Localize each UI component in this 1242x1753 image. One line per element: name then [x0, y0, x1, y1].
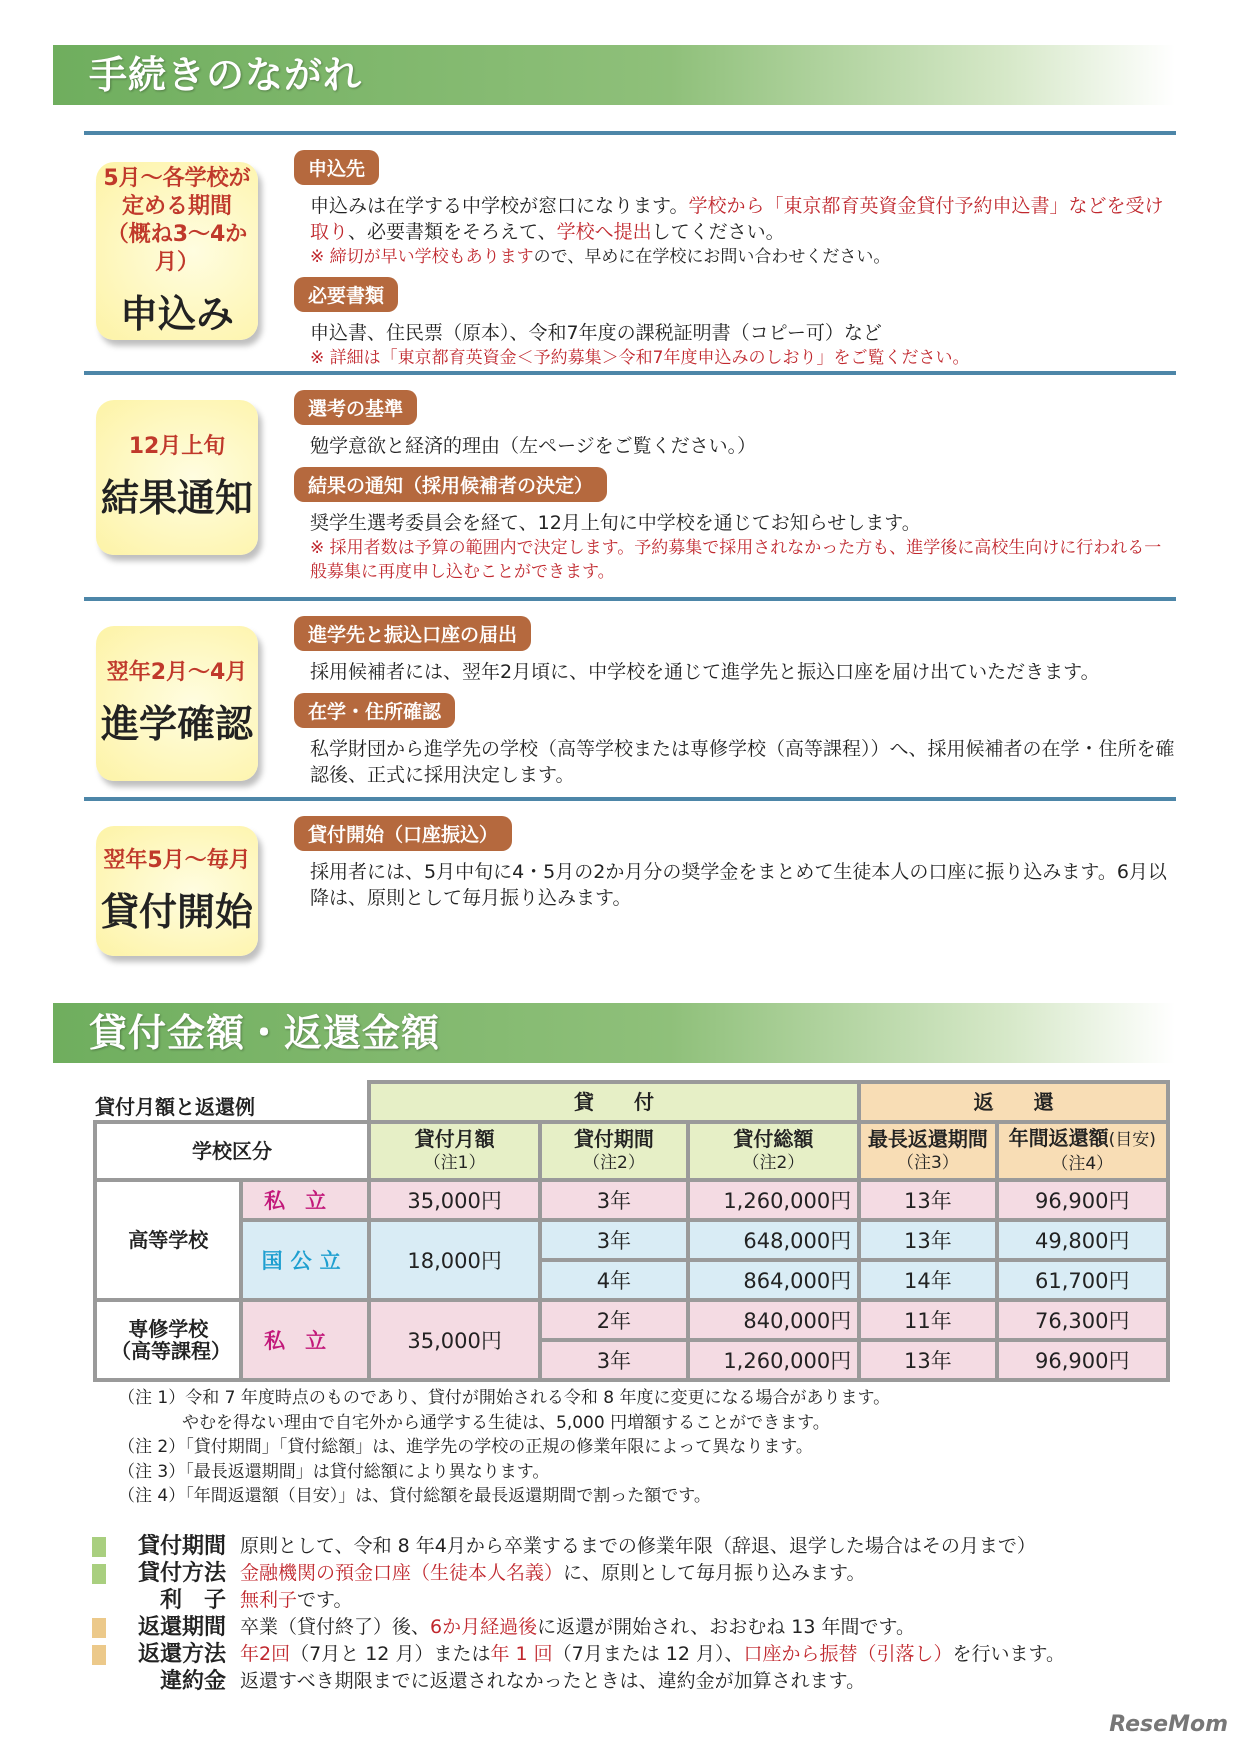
- school-vocational: 専修学校（高等課程）: [95, 1300, 241, 1380]
- text: 、必要書類をそろえて、: [348, 221, 557, 243]
- highlight-text: 無利子: [240, 1589, 298, 1611]
- step-name: 申込み: [119, 291, 234, 336]
- term-label: 貸付方法: [137, 1561, 226, 1586]
- group-repay: 返 還: [859, 1082, 1168, 1122]
- highlight-text: ※ 採用者数は予算の範囲内で決定します。予約募集で採用されなかった方も、進学後に高校生向けに行われる一般募集に再度申し込むことができます。: [310, 538, 1162, 582]
- cell-total: 864,000円: [688, 1260, 860, 1300]
- description: [294, 433, 1176, 459]
- term-label: 利 子: [159, 1588, 226, 1613]
- square-bullet-icon: [92, 1645, 106, 1665]
- group-loan: 貸 付: [369, 1082, 859, 1122]
- note-2: （注 2）「貸付期間」「貸付総額」は、進学先の学校の正規の修業年限によって異なります。: [118, 1437, 813, 1457]
- text: （7月と 12 月）または: [290, 1643, 491, 1665]
- section-badge: 進学先と振込口座の届出: [294, 616, 531, 651]
- text: ので、早めに在学校にお問い合わせください。: [533, 247, 891, 267]
- highlight-text: 年 1 回: [490, 1643, 553, 1665]
- info-block: [294, 693, 1176, 788]
- cell-annual: 49,800円: [997, 1220, 1168, 1260]
- square-bullet-icon: [92, 1618, 106, 1638]
- square-bullet-icon: [92, 1537, 106, 1557]
- step-period: 12月上旬: [128, 434, 226, 459]
- step-label: [96, 162, 258, 340]
- step-label: [96, 626, 258, 781]
- section-badge: 結果の通知（採用候補者の決定）: [294, 467, 607, 502]
- text: に返還が開始され、おおむね 13 年間です。: [537, 1616, 915, 1638]
- table-caption: 貸付月額と返還例: [95, 1082, 369, 1122]
- text: 勉学意欲と経済的理由（左ページをご覧ください。）: [310, 435, 757, 457]
- info-block: [294, 277, 1176, 370]
- resemom-logo: ReseMom: [1109, 1712, 1228, 1737]
- school-high: 高等学校: [95, 1180, 241, 1300]
- text: を行います。: [952, 1643, 1065, 1665]
- section-badge: 必要書類: [294, 277, 398, 312]
- term-label: 返還方法: [137, 1642, 226, 1667]
- section-title-amounts: 貸付金額・返還金額: [53, 1003, 1175, 1063]
- cell-period: 4年: [540, 1260, 687, 1300]
- text: 申込みは在学する中学校が窓口になります。: [310, 195, 689, 217]
- highlight-text: 口座から振替（引落し）: [743, 1643, 953, 1665]
- term-row: [92, 1641, 1065, 1668]
- header-annual: 年間返還額(目安) （注4）: [997, 1122, 1168, 1180]
- term-text: [240, 1641, 1065, 1668]
- caution-note: [294, 536, 1176, 584]
- step-name: 貸付開始: [100, 889, 253, 934]
- description: [294, 510, 1176, 536]
- text: してください。: [651, 221, 785, 243]
- loan-table: [93, 1080, 1170, 1382]
- term-text: [240, 1614, 915, 1641]
- section-badge: 貸付開始（口座振込）: [294, 816, 512, 851]
- cell-annual: 96,900円: [997, 1340, 1168, 1380]
- type-private: 私立: [241, 1300, 368, 1380]
- cell-total: 1,260,000円: [688, 1340, 860, 1380]
- term-text: [240, 1668, 865, 1695]
- caution-note: [294, 245, 1176, 269]
- info-block: [294, 390, 1176, 459]
- step-period: 5月～各学校が定める期間（概ね3～4か月）: [103, 165, 251, 275]
- cell-total: 1,260,000円: [688, 1180, 860, 1220]
- text: 原則として、令和 8 年4月から卒業するまでの修業年限（辞退、退学した場合はその月まで）: [240, 1535, 1036, 1557]
- type-public: 国公立: [241, 1220, 368, 1300]
- info-block: [294, 150, 1176, 269]
- note-3: （注 3）「最長返還期間」は貸付総額により異なります。: [118, 1461, 550, 1482]
- term-row: [92, 1587, 1065, 1614]
- cell-period: 2年: [540, 1300, 687, 1340]
- table-row: [95, 1180, 1168, 1220]
- note-1-cont: やむを得ない理由で自宅外から通学する生徒は、5,000 円増額することができます。: [182, 1412, 830, 1433]
- term-label: 違約金: [159, 1669, 226, 1694]
- cell-period: 3年: [540, 1180, 687, 1220]
- description: [294, 736, 1176, 788]
- highlight-text: 学校から「東京都育英資金貸付予約申込書」などを受け取り: [310, 195, 1164, 243]
- footnotes: [118, 1386, 890, 1509]
- school-header: 学校区分: [95, 1122, 369, 1180]
- text: 私学財団から進学先の学校（高等学校または専修学校（高等課程））へ、採用候補者の在学・住所を確認後、正式に採用決定します。: [310, 738, 1175, 786]
- highlight-text: 6か月経過後: [430, 1616, 538, 1638]
- term-row: [92, 1533, 1065, 1560]
- term-label: 貸付期間: [137, 1534, 226, 1559]
- cell-monthly: 18,000円: [369, 1220, 540, 1300]
- text: 卒業（貸付終了）後、: [240, 1616, 431, 1638]
- text: 申込書、住民票（原本）、令和7年度の課税証明書（コピー可）など: [310, 322, 882, 344]
- table-row: [95, 1220, 1168, 1260]
- highlight-text: ※ 詳細は「東京都育英資金＜予約募集＞令和7年度申込みのしおり」をご覧ください。: [310, 348, 970, 368]
- cell-monthly: 35,000円: [369, 1180, 540, 1220]
- square-bullet-icon: [92, 1672, 106, 1692]
- highlight-text: 学校へ提出: [556, 221, 652, 243]
- divider: [84, 131, 1176, 135]
- description: [294, 193, 1176, 245]
- step-label: [96, 400, 258, 555]
- cell-period: 3年: [540, 1220, 687, 1260]
- description: [294, 320, 1176, 346]
- description: [294, 859, 1176, 911]
- highlight-text: 金融機関の預金口座（生徒本人名義）: [240, 1562, 564, 1584]
- section-badge: 申込先: [294, 150, 379, 185]
- cell-max: 13年: [859, 1220, 996, 1260]
- term-text: [240, 1533, 1036, 1560]
- term-row: [92, 1614, 1065, 1641]
- step-2: [84, 380, 1176, 595]
- highlight-text: 年2回: [240, 1643, 291, 1665]
- text: 返還すべき期限までに返還されなかったときは、違約金が加算されます。: [240, 1670, 866, 1692]
- description: [294, 659, 1176, 685]
- header-max-period: 最長返還期間 （注3）: [859, 1122, 996, 1180]
- step-4: [84, 806, 1176, 966]
- cell-max: 14年: [859, 1260, 996, 1300]
- step-name: 進学確認: [100, 702, 253, 746]
- term-text: [240, 1587, 353, 1614]
- step-period: 翌年2月～4月: [106, 660, 248, 685]
- term-row: [92, 1560, 1065, 1587]
- cell-max: 13年: [859, 1340, 996, 1380]
- step-label: [96, 826, 258, 956]
- cell-annual: 96,900円: [997, 1180, 1168, 1220]
- text: です。: [297, 1589, 353, 1611]
- divider: [84, 597, 1176, 601]
- caution-note: [294, 346, 1176, 370]
- step-3: [84, 606, 1176, 796]
- cell-annual: 61,700円: [997, 1260, 1168, 1300]
- step-name: 結果通知: [100, 476, 253, 520]
- square-bullet-icon: [92, 1591, 106, 1611]
- step-period: 翌年5月～毎月: [103, 847, 251, 873]
- header-monthly: 貸付月額 （注1）: [369, 1122, 540, 1180]
- header-period: 貸付期間 （注2）: [540, 1122, 687, 1180]
- text: （7月または 12 月）、: [552, 1643, 744, 1665]
- info-block: [294, 816, 1176, 911]
- term-text: [240, 1560, 866, 1587]
- cell-total: 840,000円: [688, 1300, 860, 1340]
- info-block: [294, 616, 1176, 685]
- cell-total: 648,000円: [688, 1220, 860, 1260]
- section-badge: 選考の基準: [294, 390, 417, 425]
- note-4: （注 4）「年間返還額（目安）」は、貸付総額を最長返還期間で割った額です。: [118, 1486, 711, 1506]
- section-title-procedure: 手続きのながれ: [53, 45, 1175, 105]
- cell-monthly: 35,000円: [369, 1300, 540, 1380]
- text: 採用者には、5月中旬に4・5月の2か月分の奨学金をまとめて生徒本人の口座に振り込みます。6月以降は、原則として毎月振り込みます。: [310, 861, 1167, 909]
- cell-max: 11年: [859, 1300, 996, 1340]
- text: 採用候補者には、翌年2月頃に、中学校を通じて進学先と振込口座を届け出ていただきます。: [310, 661, 1100, 683]
- info-block: [294, 467, 1176, 584]
- header-total: 貸付総額 （注2）: [688, 1122, 860, 1180]
- highlight-text: ※ 締切が早い学校もあります: [310, 247, 534, 267]
- section-badge: 在学・住所確認: [294, 693, 455, 728]
- divider: [84, 797, 1176, 801]
- term-row: [92, 1668, 1065, 1695]
- type-private: 私立: [241, 1180, 368, 1220]
- text: 奨学生選考委員会を経て、12月上旬に中学校を通じてお知らせします。: [310, 512, 921, 534]
- note-1: （注 1）令和 7 年度時点のものであり、貸付が開始される令和 8 年度に変更になる場合があります。: [118, 1388, 891, 1408]
- terms-list: [92, 1533, 1065, 1695]
- table-row: [95, 1300, 1168, 1340]
- text: に、原則として毎月振り込みます。: [563, 1562, 866, 1584]
- cell-period: 3年: [540, 1340, 687, 1380]
- term-label: 返還期間: [137, 1615, 226, 1640]
- step-1: [84, 140, 1176, 370]
- square-bullet-icon: [92, 1564, 106, 1584]
- cell-max: 13年: [859, 1180, 996, 1220]
- cell-annual: 76,300円: [997, 1300, 1168, 1340]
